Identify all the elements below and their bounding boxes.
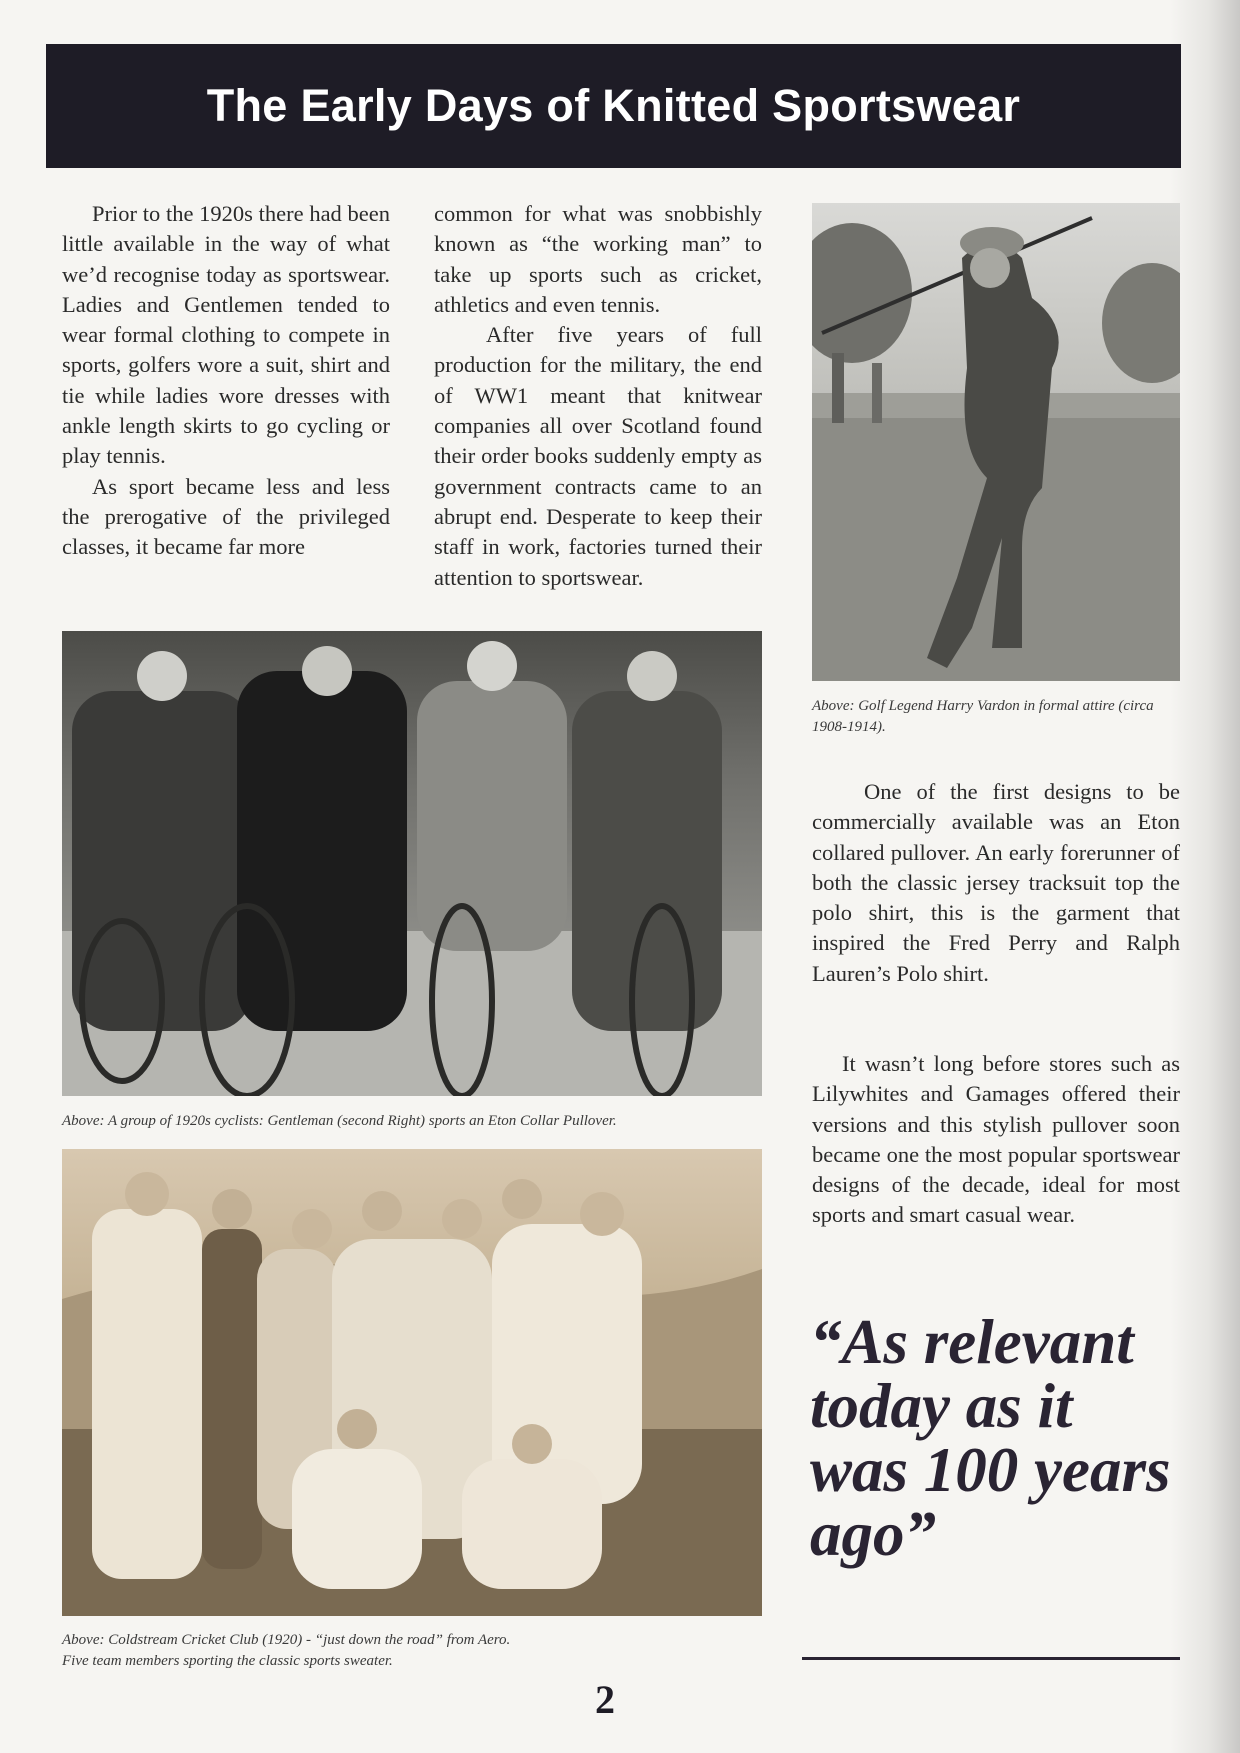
page-number: 2 [595, 1677, 615, 1722]
cricket-caption-line-2: Five team members sporting the classic sports sweater. [62, 1653, 393, 1669]
article-column-2 [434, 199, 762, 593]
article-paragraph: One of the first designs to be commercially available was an Eton collared pullover. An early forerunner of both the classic jersey tracksuit top the polo shirt, this is the garment that inspired the Fred Perry and Ralph Lauren’s Polo shirt. [812, 779, 1180, 986]
cyclists-photo-caption: Above: A group of 1920s cyclists: Gentleman (second Right) sports an Eton Collar Pullover. [62, 1113, 617, 1129]
golfer-photo [812, 203, 1180, 681]
article-paragraph: Prior to the 1920s there had been little available in the way of what we’d recognise today as sportswear. Ladies and Gentlemen tended to wear formal clothing to compete in sports, golfers wore a suit, shirt and tie while ladies wore dresses with ankle length skirts to go cycling or play tennis. [62, 201, 390, 469]
cricket-photo-caption [62, 1630, 782, 1672]
pull-quote: “As relevant today as it was 100 years ago” [810, 1307, 1171, 1569]
title-banner [46, 44, 1181, 168]
article-column-3-bottom [812, 1049, 1180, 1231]
cyclists-photo [62, 631, 762, 1096]
page-title: The Early Days of Knitted Sportswear [206, 80, 1021, 131]
article-paragraph: After five years of full production for the military, the end of WW1 meant that knitwear companies all over Scotland found their order books suddenly empty as government contracts came to an abrupt end. Desperate to keep their staff in work, factories turned their attention to sportswear. [434, 322, 762, 590]
article-column-1 [62, 199, 390, 563]
cricket-team-photo [62, 1149, 762, 1616]
pull-quote-rule [802, 1657, 1180, 1660]
article-paragraph: It wasn’t long before stores such as Lilywhites and Gamages offered their versions and this stylish pullover soon became one the most popular sportswear designs of the decade, ideal for most sports and smart casual wear. [812, 1051, 1180, 1228]
cricket-caption-line-1: Above: Coldstream Cricket Club (1920) - “just down the road” from Aero. [62, 1632, 511, 1648]
article-paragraph: As sport became less and less the prerogative of the privileged classes, it became far more [62, 473, 390, 560]
page-edge-shadow [1170, 0, 1240, 1753]
article-column-3-top [812, 777, 1180, 989]
golfer-photo-caption: Above: Golf Legend Harry Vardon in formal attire (circa 1908-1914). [812, 698, 1154, 735]
article-paragraph: common for what was snobbishly known as “the working man” to take up sports such as cricket, athletics and even tennis. [434, 201, 762, 317]
